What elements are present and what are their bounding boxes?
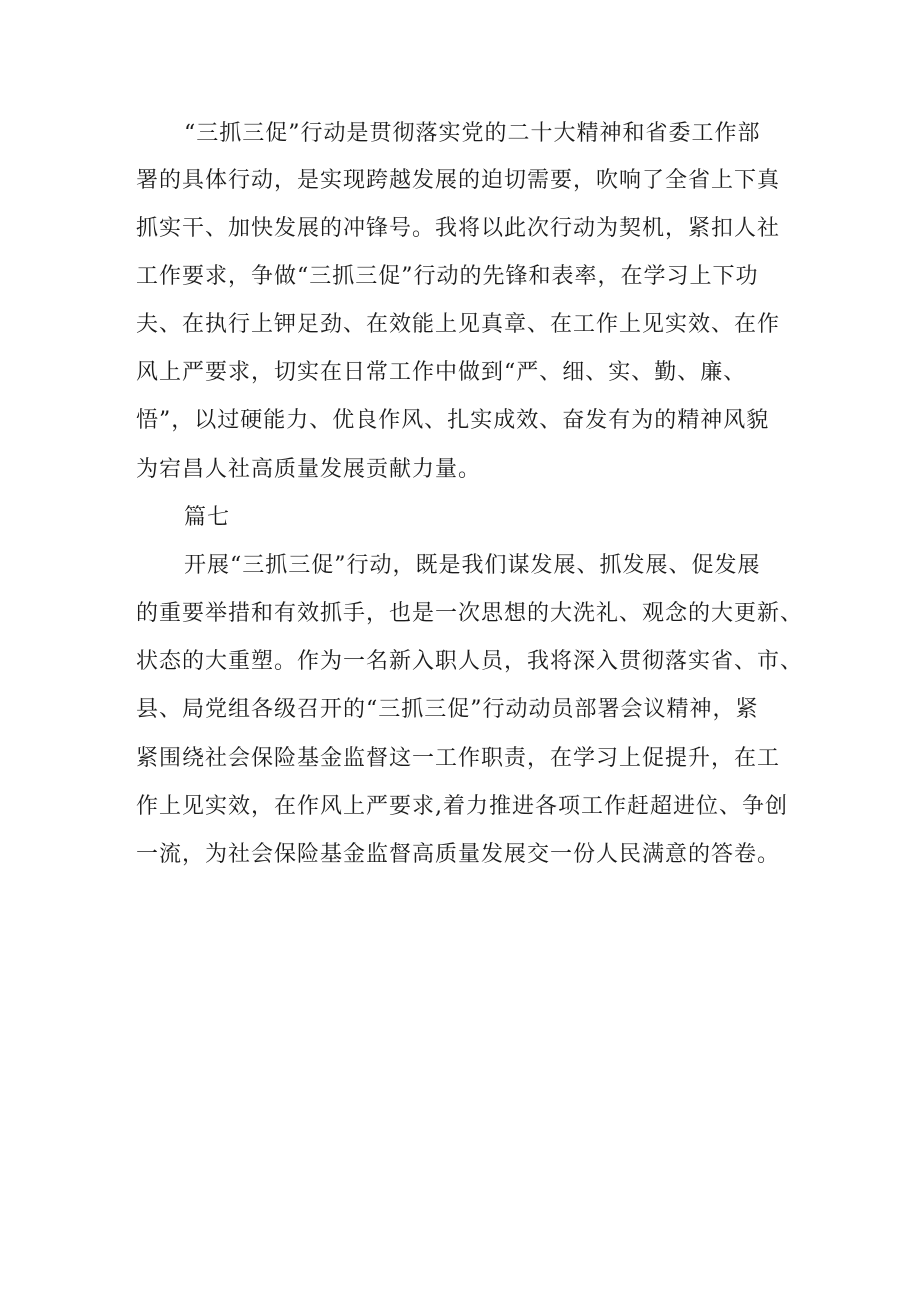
- paragraph-2-line-2: 的重要举措和有效抓手，也是一次思想的大洗礼、观念的大更新、: [136, 601, 804, 626]
- paragraph-1-line-4: 工作要求，争做“三抓三促”行动的先锋和表率，在学习上下功: [136, 264, 759, 289]
- paragraph-2-line-4: 县、局党组各级召开的“三抓三促”行动动员部署会议精神，紧: [136, 697, 759, 722]
- paragraph-1-line-1: “三抓三促”行动是贯彻落实党的二十大精神和省委工作部: [184, 121, 761, 146]
- section-heading: 篇七: [184, 505, 231, 530]
- paragraph-1-line-5: 夫、在执行上钾足劲、在效能上见真章、在工作上见实效、在作: [136, 312, 781, 337]
- paragraph-1-line-8: 为宕昌人社高质量发展贡献力量。: [136, 457, 482, 482]
- paragraph-2-line-6: 作上见实效，在作风上严要求,着力推进各项工作赶超进位、争创: [136, 794, 788, 819]
- paragraph-1-line-3: 抓实干、加快发展的冲锋号。我将以此次行动为契机，紧扣人社: [136, 216, 781, 241]
- paragraph-2-line-5: 紧围绕社会保险基金监督这一工作职责，在学习上促提升，在工: [136, 746, 781, 771]
- paragraph-2-line-1: 开展“三抓三促”行动，既是我们谋发展、抓发展、促发展: [184, 553, 761, 578]
- paragraph-1-line-7: 悟”，以过硬能力、优良作风、扎实成效、奋发有为的精神风貌: [136, 408, 770, 433]
- paragraph-2-line-3: 状态的大重塑。作为一名新入职人员，我将深入贯彻落实省、市、: [136, 649, 804, 674]
- paragraph-1-line-6: 风上严要求，切实在日常工作中做到“严、细、实、勤、廉、: [136, 360, 747, 385]
- paragraph-2-line-7: 一流，为社会保险基金监督高质量发展交一份人民满意的答卷。: [136, 842, 781, 867]
- paragraph-1-line-2: 署的具体行动，是实现跨越发展的迫切需要，吹响了全省上下真: [136, 168, 781, 193]
